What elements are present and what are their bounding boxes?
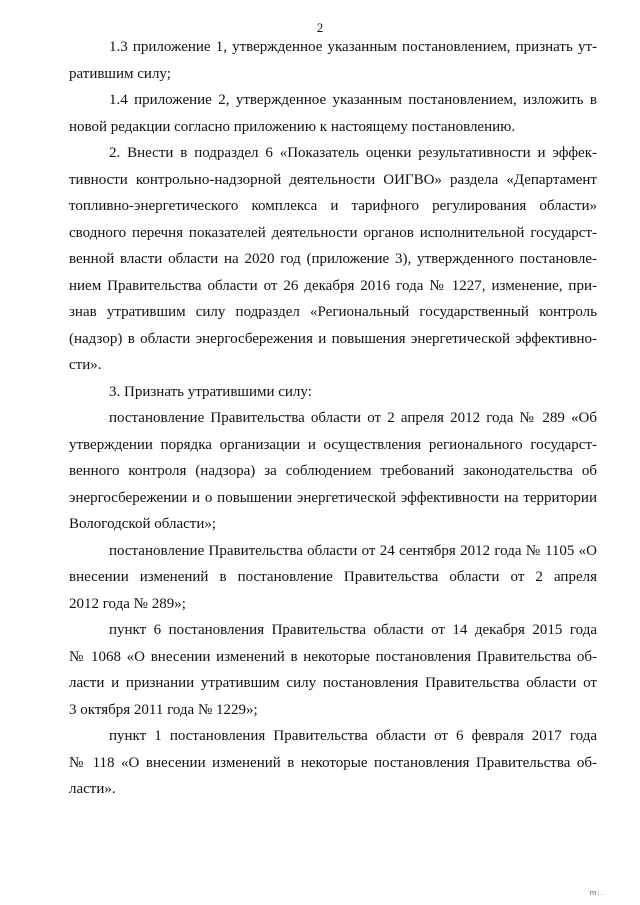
text-line: № 1068 «О внесении изменений в некоторые постановления Правительства об- (69, 648, 597, 665)
text-line: венной власти области на 2020 год (приложение 3), утвержденного постановле- (69, 251, 597, 267)
document-body (69, 34, 597, 803)
text-line: постановление Правительства области от 2 апреля 2012 года № 289 «Об (109, 410, 597, 426)
text-line: знав утратившим силу подраздел «Региональный государственный контроль (69, 304, 597, 320)
paragraph-p13 (69, 34, 597, 87)
text-line: новой редакции согласно приложению к настоящему постановлению. (69, 118, 516, 135)
text-line: сводного перечня показателей деятельности органов исполнительной государст- (69, 224, 597, 241)
text-line: утверждении порядка организации и осуществления регионального государст- (69, 436, 597, 453)
text-line: сти». (69, 357, 102, 373)
paragraph-p3a (69, 405, 597, 538)
text-line: 2012 года № 289»; (69, 595, 186, 612)
footer-mark: m:. (589, 889, 604, 897)
text-line: 1.4 приложение 2, утвержденное указанным постановлением, изложить в (109, 92, 597, 108)
paragraph-p3 (69, 379, 597, 406)
text-line: внесении изменений в постановление Правительства области от 2 апреля (69, 569, 597, 585)
paragraph-p3c (69, 617, 597, 723)
text-line: (надзор) в области энергосбережения и повышения энергетической эффективно- (69, 330, 597, 347)
paragraph-p3b (69, 538, 597, 618)
text-line: пункт 1 постановления Правительства области от 6 февраля 2017 года (109, 728, 597, 744)
text-line: 3 октября 2011 года № 1229»; (69, 701, 258, 718)
text-line: 3. Признать утратившими силу: (109, 383, 312, 400)
text-line: тивности контрольно-надзорной деятельности ОИГВО» раздела «Департамент (69, 171, 597, 188)
text-line: 2. Внести в подраздел 6 «Показатель оценки результативности и эффек- (109, 145, 597, 161)
text-line: венного контроля (надзора) за соблюдением требований законодательства об (69, 463, 597, 479)
text-line: ратившим силу; (69, 65, 171, 82)
text-line: ласти». (69, 781, 116, 797)
page-number: 2 (316, 20, 324, 35)
paragraph-p3d (69, 723, 597, 803)
text-line: топливно-энергетического комплекса и тарифного регулирования области» (69, 198, 597, 214)
paragraph-p14 (69, 87, 597, 140)
text-line: ласти и признании утратившим силу постановления Правительства области от (69, 675, 597, 691)
text-line: Вологодской области»; (69, 516, 217, 532)
text-line: пункт 6 постановления Правительства области от 14 декабря 2015 года (109, 622, 597, 638)
paragraph-p2 (69, 140, 597, 379)
text-line: постановление Правительства области от 24 сентября 2012 года № 1105 «О (109, 542, 597, 559)
text-line: энергосбережении и о повышении энергетической эффективности на территории (69, 489, 597, 506)
text-line: нием Правительства области от 26 декабря 2016 года № 1227, изменение, при- (69, 277, 597, 294)
text-line: № 118 «О внесении изменений в некоторые постановления Правительства об- (69, 754, 597, 771)
text-line: 1.3 приложение 1, утвержденное указанным постановлением, признать ут- (109, 39, 597, 55)
